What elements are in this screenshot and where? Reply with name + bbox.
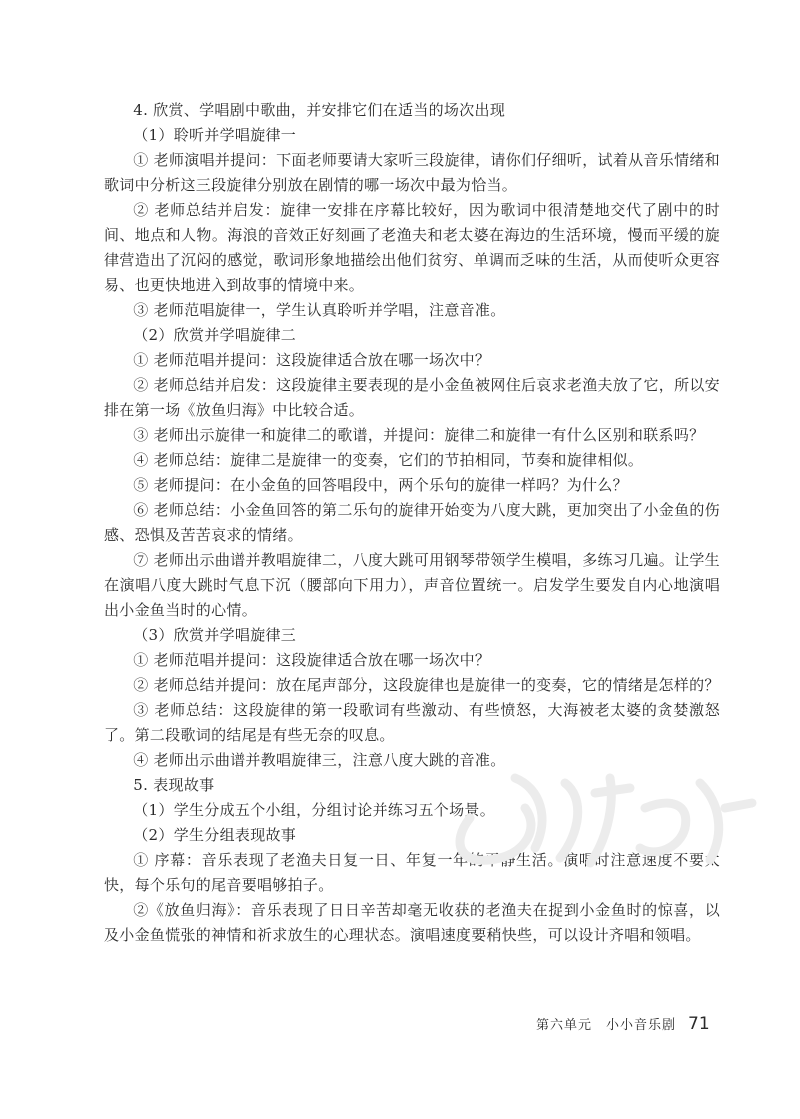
section-heading-5: 5. 表现故事 [133,776,215,794]
paragraph: ① 序幕：音乐表现了老渔夫日复一日、年复一年的平静生活。演唱时注意速度不要太快，每个乐句的尾音要唱够拍子。 [104,851,720,894]
paragraph: ⑥ 老师总结：小金鱼回答的第二乐句的旋律开始变为八度大跳，更加突出了小金鱼的伤感、恐惧及苦苦哀求的情绪。 [104,501,720,544]
paragraph: （1）学生分成五个小组，分组讨论并练习五个场景。 [133,801,495,819]
paragraph: ③ 老师总结：这段旋律的第一段歌词有些激动、有些愤怒，大海被老太婆的贪婪激怒了。第二段歌词的结尾是有些无奈的叹息。 [104,701,720,744]
paragraph: ⑤ 老师提问：在小金鱼的回答唱段中，两个乐句的旋律一样吗？为什么？ [133,476,628,494]
paragraph: ② 老师总结并提问：放在尾声部分，这段旋律也是旋律一的变奏，它的情绪是怎样的？ [133,676,720,694]
paragraph: ⑦ 老师出示曲谱并教唱旋律二，八度大跳可用钢琴带领学生模唱，多练习几遍。让学生在演唱八度大跳时气息下沉（腰部向下用力），声音位置统一。启发学生要发自内心地演唱出小金鱼当时的心情。 [104,551,720,619]
subsection-heading: （3）欣赏并学唱旋律三 [133,626,297,644]
page-footer [536,1014,710,1038]
unit-label: 第六单元 小小音乐剧 [536,1018,677,1033]
paragraph: ③ 老师范唱旋律一，学生认真聆听并学唱，注意音准。 [133,301,506,319]
paragraph: ③ 老师出示旋律一和旋律二的歌谱，并提问：旋律二和旋律一有什么区别和联系吗？ [133,426,705,444]
section-heading-4: 4. 欣赏、学唱剧中歌曲，并安排它们在适当的场次出现 [133,101,506,119]
paragraph: ④ 老师总结：旋律二是旋律一的变奏，它们的节拍相同，节奏和旋律相似。 [133,451,644,469]
subsection-heading: （1）聆听并学唱旋律一 [133,126,297,144]
subsection-heading: （2）学生分组表现故事 [133,826,297,844]
paragraph: ②《放鱼归海》：音乐表现了日日辛苦却毫无收获的老渔夫在捉到小金鱼时的惊喜，以及小金鱼慌张的神情和祈求放生的心理状态。演唱速度要稍快些，可以设计齐唱和领唱。 [104,901,720,944]
paragraph: ① 老师范唱并提问：这段旋律适合放在哪一场次中？ [133,351,491,369]
paragraph: ④ 老师出示曲谱并教唱旋律三，注意八度大跳的音准。 [133,751,506,769]
paragraph: ② 老师总结并启发：这段旋律主要表现的是小金鱼被网住后哀求老渔夫放了它，所以安排在第一场《放鱼归海》中比较合适。 [104,376,720,419]
subsection-heading: （2）欣赏并学唱旋律二 [133,326,297,344]
paragraph: ② 老师总结并启发：旋律一安排在序幕比较好，因为歌词中很清楚地交代了剧中的时间、地点和人物。海浪的音效正好刻画了老渔夫和老太婆在海边的生活环境，慢而平缓的旋律营造出了沉闷的感觉，歌词形象地描绘出他们贫穷、单调而乏味的生活，从而使听众更容易、也更快地进入到故事的情境中来。 [104,201,720,294]
page-body [104,98,720,948]
paragraph: ① 老师范唱并提问：这段旋律适合放在哪一场次中？ [133,651,491,669]
page-number: 71 [688,1014,710,1034]
paragraph: ① 老师演唱并提问：下面老师要请大家听三段旋律，请你们仔细听，试着从音乐情绪和歌词中分析这三段旋律分别放在剧情的哪一场次中最为恰当。 [104,151,720,194]
